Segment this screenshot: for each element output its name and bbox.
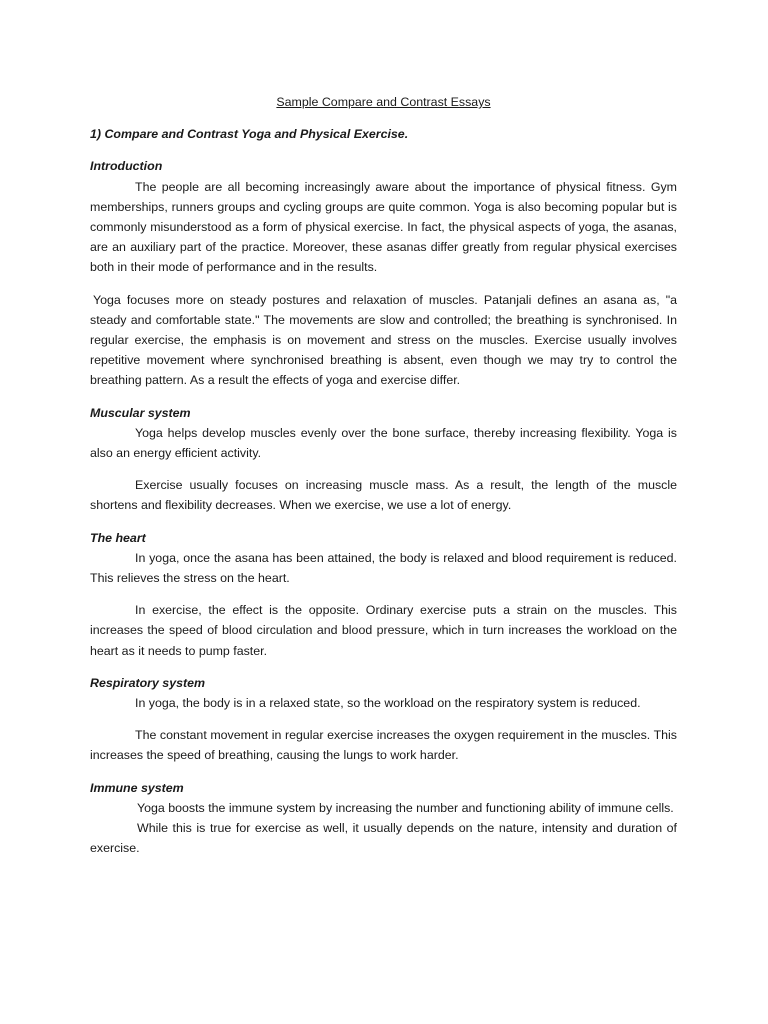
immune-paragraph-2: While this is true for exercise as well, it usually depends on the nature, intensity and duration of exercise. — [90, 821, 677, 856]
respiratory-paragraph-2: The constant movement in regular exercise increases the oxygen requirement in the muscles. This increases the speed of breathing, causing the lungs to work harder. — [90, 728, 677, 763]
section-heading-muscular-system: Muscular system — [90, 405, 191, 420]
introduction-paragraph-1: The people are all becoming increasingly aware about the importance of physical fitness. Gym memberships, runners groups and cycling groups are quite common. Yoga is also becoming popular but is commonly misunderstood as a form of physical exercise. In fact, the physical aspects of yoga, the asanas, are an auxiliary part of the practice. Moreover, these asanas differ greatly from regular physical exercises both in their mode of performance and in the results. — [90, 179, 677, 275]
immune-paragraph-1: Yoga boosts the immune system by increasing the number and functioning ability of immune cells. — [137, 800, 674, 815]
respiratory-paragraph-1: In yoga, the body is in a relaxed state, so the workload on the respiratory system is reduced. — [135, 696, 641, 711]
heart-paragraph-2: In exercise, the effect is the opposite. Ordinary exercise puts a strain on the muscles. This increases the speed of blood circulation and blood pressure, which in turn increases the workload on the heart as it needs to pump faster. — [90, 603, 677, 658]
section-heading-introduction: Introduction — [90, 159, 163, 174]
section-heading-respiratory-system: Respiratory system — [90, 675, 206, 690]
muscular-paragraph-2: Exercise usually focuses on increasing muscle mass. As a result, the length of the muscle shortens and flexibility decreases. When we exercise, we use a lot of energy. — [90, 478, 677, 513]
muscular-paragraph-1: Yoga helps develop muscles evenly over the bone surface, thereby increasing flexibility. Yoga is also an energy efficient activity. — [90, 425, 677, 461]
heart-paragraph-1: In yoga, once the asana has been attained, the body is relaxed and blood requirement is reduced. This relieves the stress on the heart. — [90, 550, 677, 586]
document-title: Sample Compare and Contrast Essays — [276, 95, 491, 109]
document-page — [90, 92, 677, 859]
introduction-paragraph-2: Yoga focuses more on steady postures and relaxation of muscles. Patanjali defines an asana as, "a steady and comfortable state." The movements are slow and controlled; the breathing is synchronised. In regular exercise, the emphasis is on movement and stress on the muscles. Exercise usually involves repetitive movement where synchronised breathing is absent, even though we may try to control the breathing pattern. As a result the effects of yoga and exercise differ. — [90, 292, 677, 388]
section-heading-heart: The heart — [90, 530, 146, 545]
section-heading-immune-system: Immune system — [90, 780, 184, 795]
essay-title: 1) Compare and Contrast Yoga and Physical Exercise. — [90, 127, 409, 142]
